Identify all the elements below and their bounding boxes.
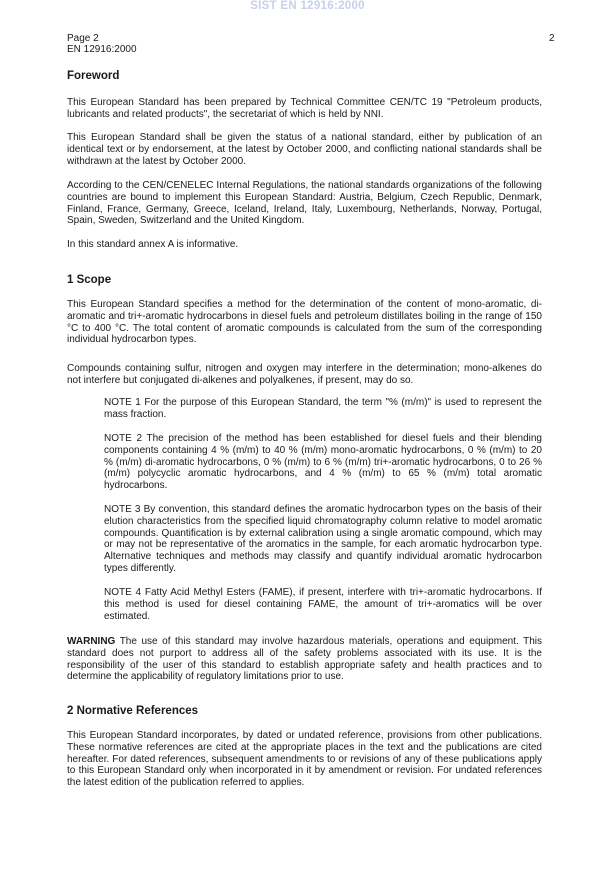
warning-text: The use of this standard may involve hazardous materials, operations and equipment. This standard does not purport to address all of the safety problems associated with its use. It is the responsibility of the user of this standard to establish appropriate safety and health practices and to determine the applicability of regulatory limitations prior to use. [67,636,542,683]
page-number: Page 2 [67,33,99,44]
warning-paragraph [67,636,542,683]
note-4: NOTE 4 Fatty Acid Methyl Esters (FAME), if present, interfere with tri+-aromatic hydrocarbons. If this method is used for diesel containing FAME, the amount of tri+-aromatics will be over estimated. [104,587,542,622]
note-1: NOTE 1 For the purpose of this European Standard, the term "% (m/m)" is used to represent the mass fraction. [104,397,542,420]
scope-paragraph-1: This European Standard specifies a method for the determination of the content of mono-aromatic, di-aromatic and tri+-aromatic hydrocarbons in diesel fuels and petroleum distillates boiling in the range of 150 °C to 400 °C. The total content of aromatic compounds is calculated from the sum of the corresponding individual hydrocarbon types. [67,299,542,346]
foreword-paragraph-1: This European Standard has been prepared by Technical Committee CEN/TC 19 "Petroleum products, lubricants and related products", the secretariat of which is held by NNI. [67,97,542,120]
scope-paragraph-2: Compounds containing sulfur, nitrogen and oxygen may interfere in the determination; mono-alkenes do not interfere but conjugated di-alkenes and polyalkenes, if present, may do so. [67,363,542,386]
foreword-paragraph-3: According to the CEN/CENELEC Internal Regulations, the national standards organizations of the following countries are bound to implement this European Standard: Austria, Belgium, Czech Republic, Denmark, Finland, France, Germany, Greece, Iceland, Ireland, Italy, Luxembourg, Netherlands, Norway, Portugal, Spain, Sweden, Switzerland and the United Kingdom. [67,180,542,227]
foreword-paragraph-4: In this standard annex A is informative. [67,239,239,250]
standard-id: EN 12916:2000 [67,44,137,55]
foreword-paragraph-2: This European Standard shall be given the status of a national standard, either by publication of an identical text or by endorsement, at the latest by October 2000, and conflicting national standards shall be withdrawn at the latest by October 2000. [67,132,542,167]
warning-label: WARNING [67,636,116,647]
page-corner-mark: 2 [549,33,555,44]
scope-heading: 1 Scope [67,274,112,286]
note-3: NOTE 3 By convention, this standard defines the aromatic hydrocarbon types on the basis of their elution characteristics from the specified liquid chromatography column relative to model aromatic compounds. Quantification is by external calibration using a single aromatic compound, which may or may not be representative of the aromatics in the sample, for each aromatic hydrocarbon type. Alternative techniques and methods may classify and quantify individual aromatic hydrocarbon types differently. [104,504,542,574]
foreword-heading: Foreword [67,70,120,82]
watermark: SIST EN 12916:2000 [250,0,365,12]
normative-references-heading: 2 Normative References [67,705,199,717]
note-2: NOTE 2 The precision of the method has been established for diesel fuels and their blending components containing 4 % (m/m) to 40 % (m/m) mono-aromatic hydrocarbons, 0 % (m/m) to 20 % (m/m) di-aromatic hydrocarbons, 0 % (m/m) to 6 % (m/m) tri+-aromatic hydrocarbons, 0 to 26 % (m/m) polycyclic aromatic hydrocarbons, and 4 % (m/m) to 65 % (m/m) total aromatic hydrocarbons. [104,433,542,492]
normative-references-paragraph: This European Standard incorporates, by dated or undated reference, provisions from other publications. These normative references are cited at the appropriate places in the text and the publications are cited hereafter. For dated references, subsequent amendments to or revisions of any of these publications apply to this European Standard only when incorporated in it by amendment or revision. For undated references the latest edition of the publication referred to applies. [67,730,542,789]
